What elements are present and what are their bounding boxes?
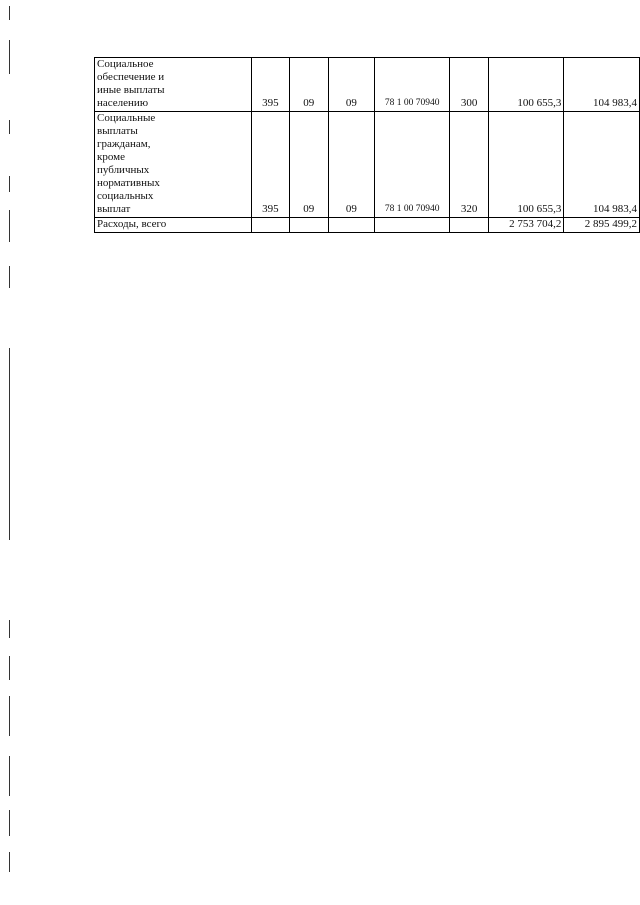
total-year1-cell: 2 753 704,2 — [488, 218, 564, 233]
expense-type-cell: 320 — [450, 112, 488, 218]
scan-edge-mark — [9, 210, 10, 242]
article-code-cell: 78 1 00 70940 — [374, 58, 450, 112]
row-name: Социальное обеспечение и иные выплаты населению — [97, 58, 165, 109]
scan-edge-mark — [9, 40, 10, 74]
ministry-code-cell: 395 — [252, 58, 289, 112]
total-label-cell: Расходы, всего — [95, 218, 252, 233]
article-code-cell: 78 1 00 70940 — [374, 112, 450, 218]
ministry-code-cell: 395 — [252, 112, 289, 218]
scan-edge-mark — [9, 120, 10, 134]
scan-edge-mark — [9, 696, 10, 736]
row-name-cell — [95, 58, 252, 112]
scan-edge-mark — [9, 266, 10, 288]
subsection-cell: 09 — [328, 58, 374, 112]
total-row — [95, 218, 640, 233]
scan-edge-mark — [9, 620, 10, 638]
empty-cell — [328, 218, 374, 233]
amount-year2-cell: 104 983,4 — [564, 112, 640, 218]
amount-year1-cell: 100 655,3 — [488, 58, 564, 112]
scan-edge-mark — [9, 176, 10, 192]
budget-table — [94, 57, 640, 233]
scan-edge-mark — [9, 810, 10, 836]
expense-type-cell: 300 — [450, 58, 488, 112]
subsection-cell: 09 — [328, 112, 374, 218]
scan-edge-mark — [9, 852, 10, 872]
scan-edge-mark — [9, 756, 10, 796]
amount-year2-cell: 104 983,4 — [564, 58, 640, 112]
amount-year1-cell: 100 655,3 — [488, 112, 564, 218]
empty-cell — [374, 218, 450, 233]
row-name-cell — [95, 112, 252, 218]
empty-cell — [289, 218, 328, 233]
scan-edge-mark — [9, 348, 10, 540]
section-cell: 09 — [289, 112, 328, 218]
scan-edge-mark — [9, 6, 10, 20]
empty-cell — [252, 218, 289, 233]
empty-cell — [450, 218, 488, 233]
row-name: Социальные выплаты гражданам, кроме публичных нормативных социальных выплат — [97, 112, 160, 215]
table-row — [95, 112, 640, 218]
table-row — [95, 58, 640, 112]
scan-edge-mark — [9, 656, 10, 680]
section-cell: 09 — [289, 58, 328, 112]
total-year2-cell: 2 895 499,2 — [564, 218, 640, 233]
